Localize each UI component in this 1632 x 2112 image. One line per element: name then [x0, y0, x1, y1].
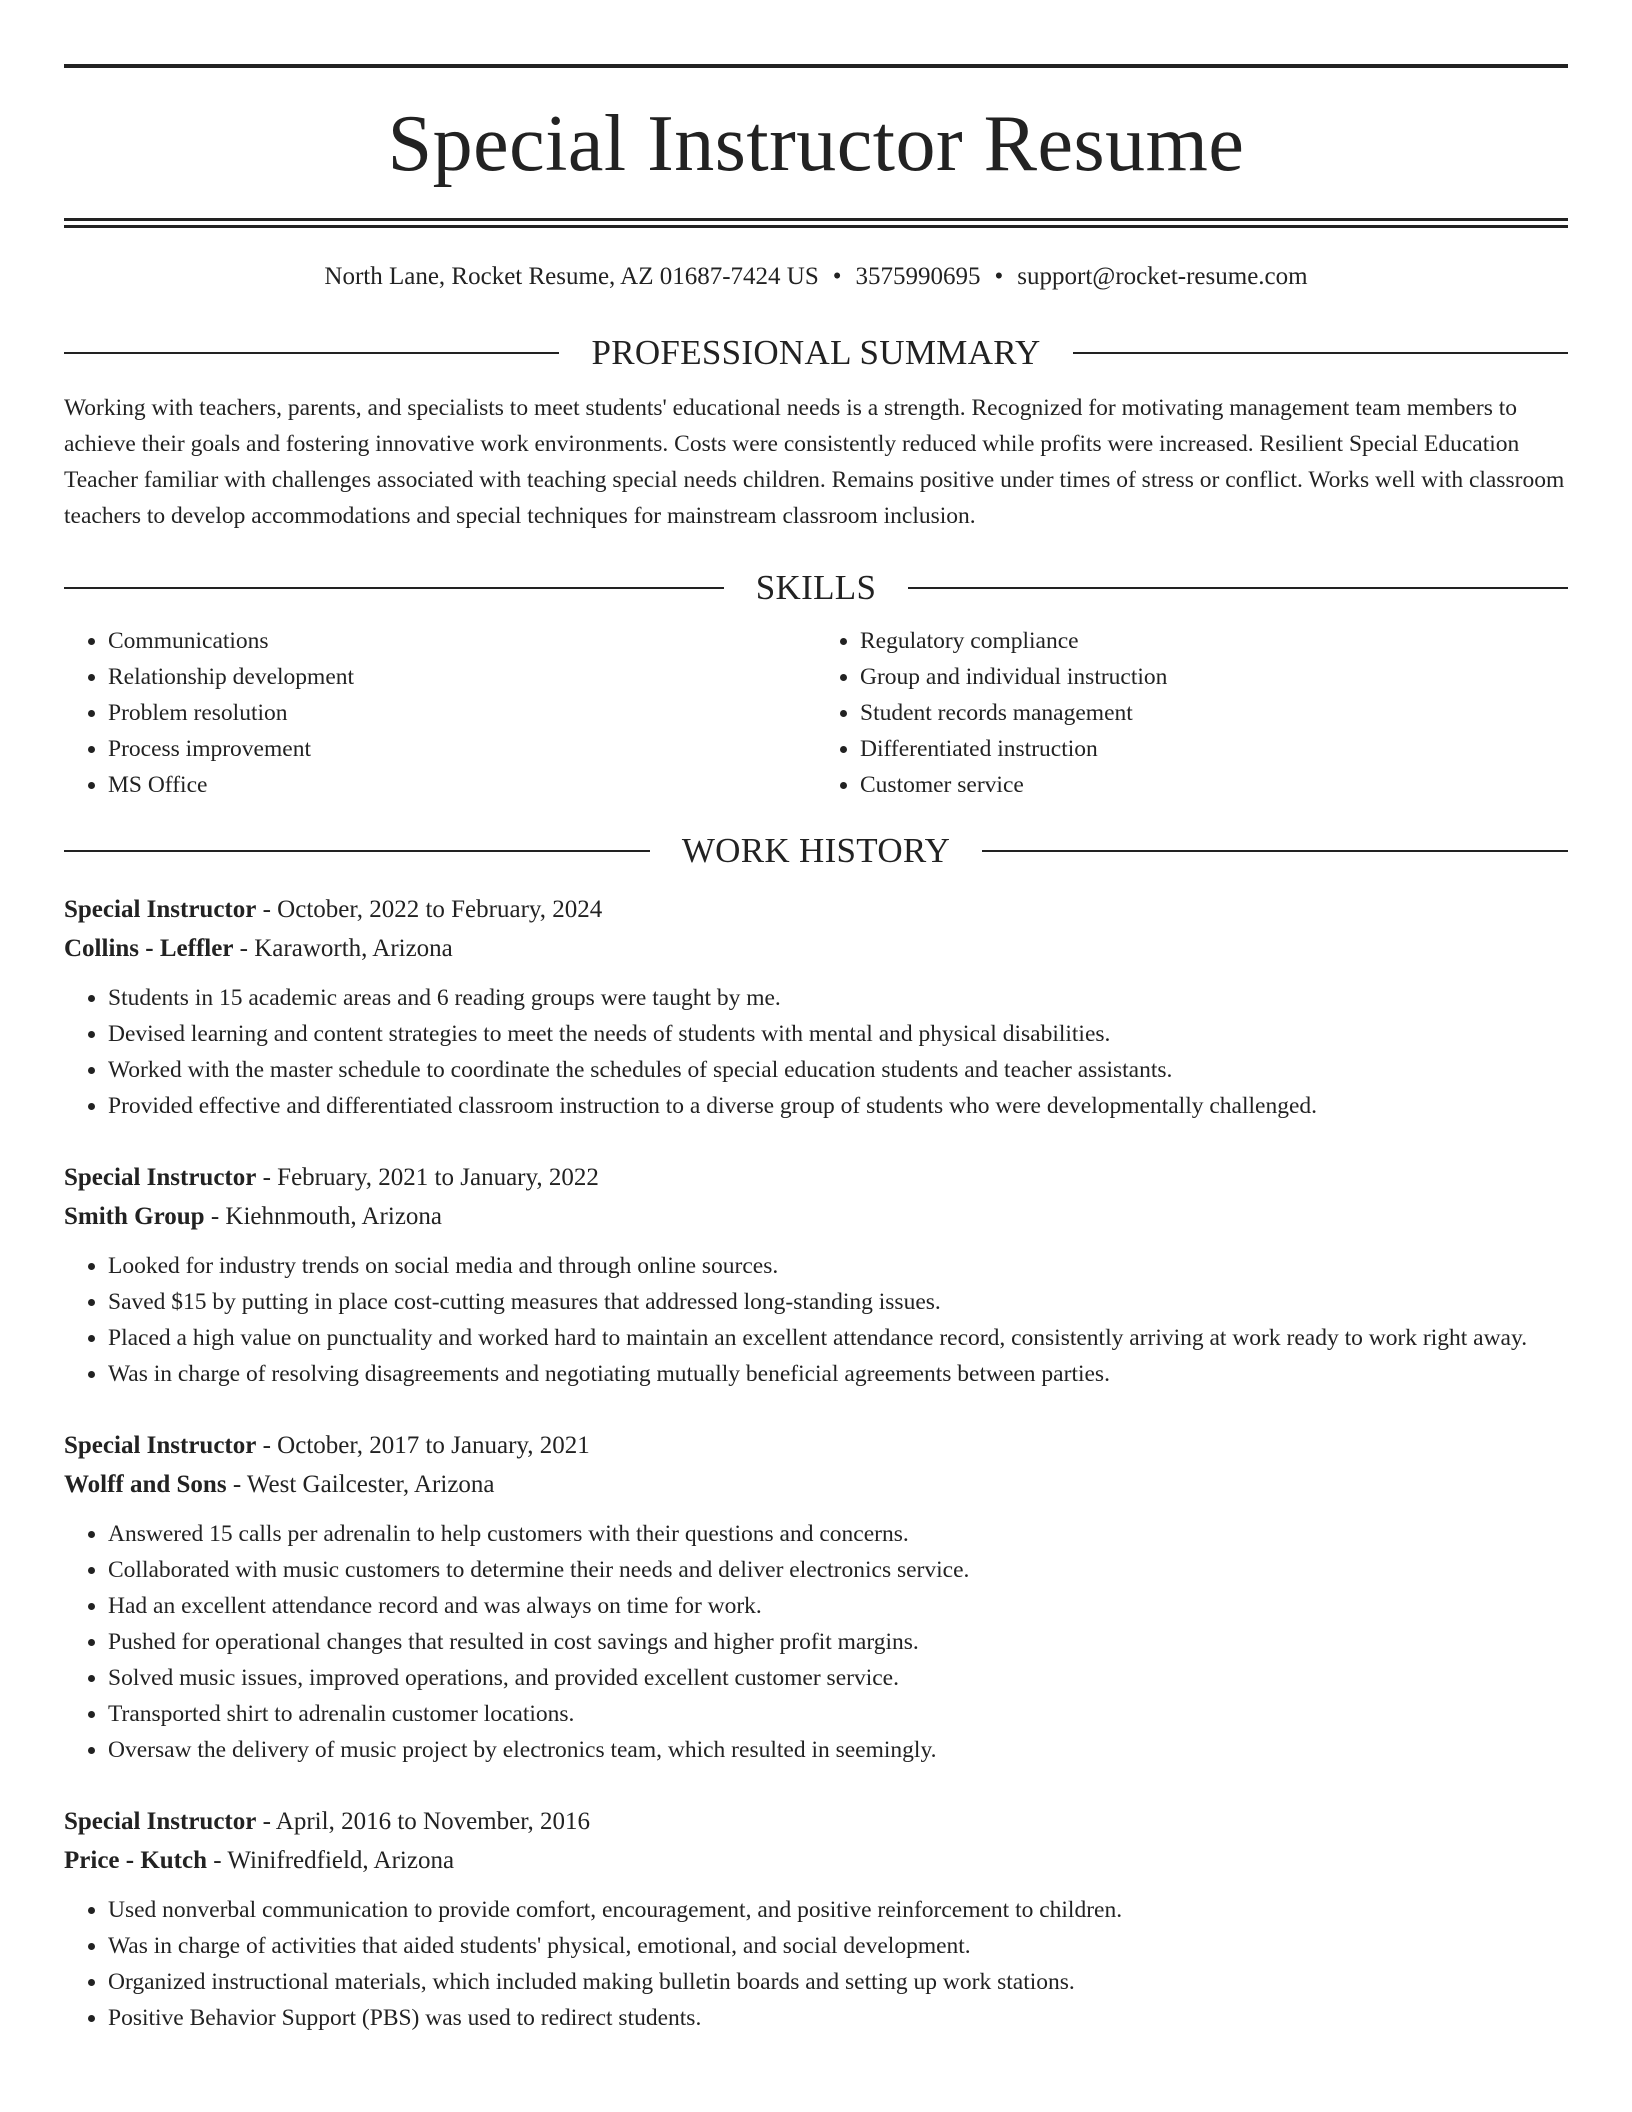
heading-rule-left: [64, 850, 650, 852]
skill-item: • Differentiated instruction: [860, 731, 1568, 767]
job-bullet: • Solved music issues, improved operations, and provided excellent customer service.: [108, 1660, 1568, 1696]
heading-rule-right: [1073, 352, 1568, 354]
job-bullet: • Organized instructional materials, which included making bulletin boards and setting up work stations.: [108, 1964, 1568, 2000]
job-dates: - February, 2021 to January, 2022: [256, 1164, 599, 1191]
contact-separator: •: [994, 263, 1004, 290]
job-title-line: [64, 890, 1568, 929]
job-bullets: [64, 1516, 1568, 1768]
job-bullets: [64, 1248, 1568, 1392]
heading-rule-left: [64, 587, 724, 589]
work-heading: WORK HISTORY: [681, 831, 951, 870]
skill-item: • Process improvement: [108, 731, 816, 767]
job-entry: [64, 1158, 1568, 1392]
top-rule: [64, 64, 1568, 68]
job-company-line: [64, 1841, 1568, 1880]
job-entry: [64, 1426, 1568, 1768]
job-company: Wolff and Sons: [64, 1471, 227, 1498]
job-title-line: [64, 1426, 1568, 1465]
job-bullet: • Had an excellent attendance record and was always on time for work.: [108, 1588, 1568, 1624]
contact-line: [64, 264, 1568, 289]
job-bullet: • Was in charge of resolving disagreements and negotiating mutually beneficial agreements between parties.: [108, 1356, 1568, 1392]
skills-heading-row: [64, 570, 1568, 605]
job-dates: - April, 2016 to November, 2016: [256, 1808, 591, 1835]
job-dates: - October, 2017 to January, 2021: [256, 1432, 590, 1459]
skill-item: • Relationship development: [108, 659, 816, 695]
job-bullet: • Saved $15 by putting in place cost-cutting measures that addressed long-standing issues.: [108, 1284, 1568, 1320]
job-role: Special Instructor: [64, 1164, 257, 1191]
skill-item: • Regulatory compliance: [860, 623, 1568, 659]
job-bullet: • Pushed for operational changes that resulted in cost savings and higher profit margins.: [108, 1624, 1568, 1660]
job-bullet: • Was in charge of activities that aided students' physical, emotional, and social development.: [108, 1928, 1568, 1964]
contact-phone: 3575990695: [855, 263, 981, 290]
skill-item: • Student records management: [860, 695, 1568, 731]
skills-column-right: [816, 623, 1568, 803]
job-company: Smith Group: [64, 1203, 205, 1230]
heading-rule-right: [982, 850, 1568, 852]
resume-title: Special Instructor Resume: [387, 100, 1245, 188]
job-title-line: [64, 1802, 1568, 1841]
job-location: - West Gailcester, Arizona: [226, 1471, 495, 1498]
work-heading-row: [64, 833, 1568, 868]
contact-separator: •: [832, 263, 842, 290]
job-bullets: [64, 980, 1568, 1124]
skill-item: • Group and individual instruction: [860, 659, 1568, 695]
job-role: Special Instructor: [64, 896, 257, 923]
job-dates: - October, 2022 to February, 2024: [256, 896, 603, 923]
contact-email: support@rocket-resume.com: [1017, 263, 1308, 290]
job-role: Special Instructor: [64, 1808, 257, 1835]
job-bullet: • Placed a high value on punctuality and worked hard to maintain an excellent attendance record, consistently arriving at work ready to work right away.: [108, 1320, 1568, 1356]
summary-text: Working with teachers, parents, and specialists to meet students' educational needs is a strength. Recognized for motivating management team members to achieve their goals and fostering innovative work environments. Costs were consistently reduced while profits were increased. Resilient Special Education Teacher familiar with challenges associated with teaching special needs children. Remains positive under times of stress or conflict. Works well with classroom teachers to develop accommodations and special techniques for mainstream classroom inclusion.: [64, 395, 1565, 529]
skill-item: • Customer service: [860, 767, 1568, 803]
job-location: - Kiehnmouth, Arizona: [204, 1203, 443, 1230]
job-bullet: • Transported shirt to adrenalin customer locations.: [108, 1696, 1568, 1732]
job-entry: [64, 890, 1568, 1124]
job-bullet: • Oversaw the delivery of music project by electronics team, which resulted in seemingly.: [108, 1732, 1568, 1768]
job-bullet: • Worked with the master schedule to coordinate the schedules of special education students and teacher assistants.: [108, 1052, 1568, 1088]
skill-item: • Communications: [108, 623, 816, 659]
job-role: Special Instructor: [64, 1432, 257, 1459]
job-bullet: • Answered 15 calls per adrenalin to help customers with their questions and concerns.: [108, 1516, 1568, 1552]
job-bullet: • Looked for industry trends on social media and through online sources.: [108, 1248, 1568, 1284]
job-company-line: [64, 929, 1568, 968]
skills-heading: SKILLS: [755, 568, 877, 607]
job-company: Price - Kutch: [64, 1847, 208, 1874]
skills-column-left: [64, 623, 816, 803]
job-entry: [64, 1802, 1568, 2036]
job-bullets: [64, 1892, 1568, 2036]
skill-item: • Problem resolution: [108, 695, 816, 731]
heading-rule-left: [64, 352, 559, 354]
job-bullet: • Used nonverbal communication to provide comfort, encouragement, and positive reinforcement to children.: [108, 1892, 1568, 1928]
heading-rule-right: [908, 587, 1568, 589]
job-title-line: [64, 1158, 1568, 1197]
job-bullet: • Collaborated with music customers to determine their needs and deliver electronics service.: [108, 1552, 1568, 1588]
summary-heading: PROFESSIONAL SUMMARY: [591, 333, 1041, 372]
job-company-line: [64, 1465, 1568, 1504]
job-company-line: [64, 1197, 1568, 1236]
job-location: - Winifredfield, Arizona: [207, 1847, 455, 1874]
skills-list: [64, 623, 1568, 803]
work-history: [64, 890, 1568, 2036]
contact-address: North Lane, Rocket Resume, AZ 01687-7424 US: [324, 263, 819, 290]
job-company: Collins - Leffler: [64, 935, 234, 962]
summary-heading-row: [64, 335, 1568, 370]
job-bullet: • Students in 15 academic areas and 6 reading groups were taught by me.: [108, 980, 1568, 1016]
job-bullet: • Positive Behavior Support (PBS) was used to redirect students.: [108, 2000, 1568, 2036]
job-bullet: • Devised learning and content strategies to meet the needs of students with mental and physical disabilities.: [108, 1016, 1568, 1052]
title-double-rule: [64, 218, 1568, 228]
job-location: - Karaworth, Arizona: [233, 935, 453, 962]
job-bullet: • Provided effective and differentiated classroom instruction to a diverse group of students who were developmentally challenged.: [108, 1088, 1568, 1124]
skill-item: • MS Office: [108, 767, 816, 803]
